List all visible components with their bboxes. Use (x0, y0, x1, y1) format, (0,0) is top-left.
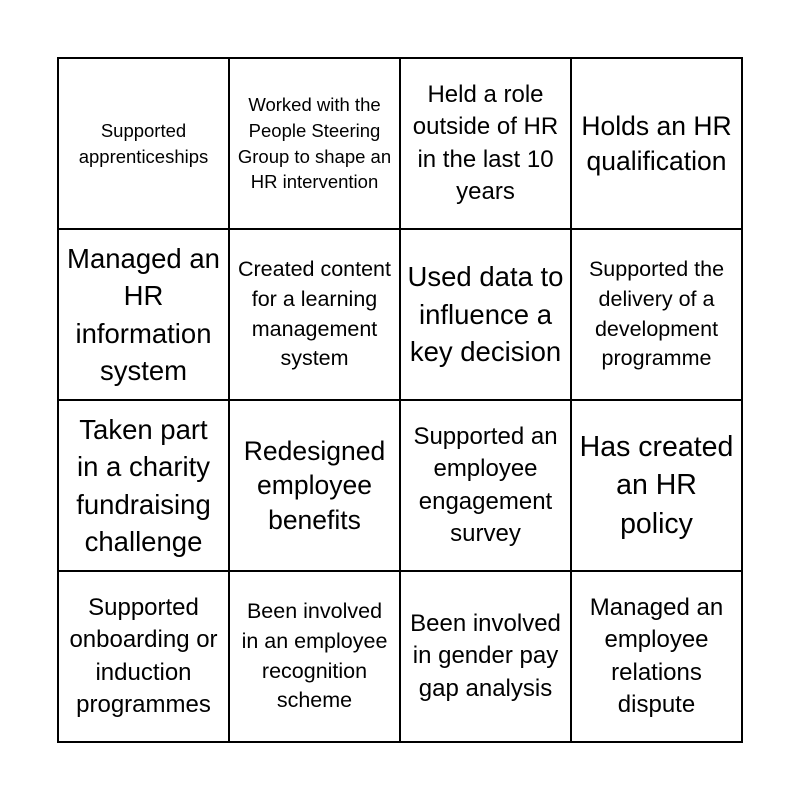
bingo-cell-2[interactable] (229, 58, 400, 229)
bingo-cell-1[interactable] (58, 58, 229, 229)
bingo-cell-13[interactable] (58, 571, 229, 742)
bingo-cell-4[interactable] (571, 58, 742, 229)
cell-label: Supported the delivery of a development programme (588, 257, 725, 371)
cell-label: Used data to influence a key decision (407, 261, 564, 368)
cell-label: Has created an HR policy (579, 431, 734, 540)
bingo-cell-11[interactable] (400, 400, 571, 571)
bingo-cell-3[interactable] (400, 58, 571, 229)
cell-label: Created content for a learning management system (238, 257, 391, 371)
bingo-cell-12[interactable] (571, 400, 742, 571)
cell-label: Redesigned employee benefits (243, 435, 386, 535)
cell-label: Managed an HR information system (67, 242, 220, 386)
bingo-cell-14[interactable] (229, 571, 400, 742)
cell-label: Held a role outside of HR in the last 10 years (412, 80, 559, 205)
bingo-cell-7[interactable] (400, 229, 571, 400)
bingo-board (57, 57, 743, 743)
bingo-cell-6[interactable] (229, 229, 400, 400)
bingo-cell-9[interactable] (58, 400, 229, 571)
cell-label: Supported apprenticeships (78, 119, 209, 167)
cell-label: Been involved in an employee recognition scheme (241, 599, 388, 713)
bingo-cell-5[interactable] (58, 229, 229, 400)
bingo-cell-15[interactable] (400, 571, 571, 742)
cell-label: Supported onboarding or induction programmes (69, 593, 218, 718)
cell-label: Worked with the People Steering Group to shape an HR intervention (237, 93, 392, 193)
cell-label: Supported an employee engagement survey (413, 422, 558, 547)
bingo-cell-10[interactable] (229, 400, 400, 571)
cell-label: Been involved in gender pay gap analysis (410, 609, 561, 702)
bingo-cell-8[interactable] (571, 229, 742, 400)
bingo-cell-16[interactable] (571, 571, 742, 742)
cell-label: Taken part in a charity fundraising challenge (76, 413, 211, 557)
cell-label: Holds an HR qualification (581, 111, 732, 176)
cell-label: Managed an employee relations dispute (589, 593, 724, 718)
